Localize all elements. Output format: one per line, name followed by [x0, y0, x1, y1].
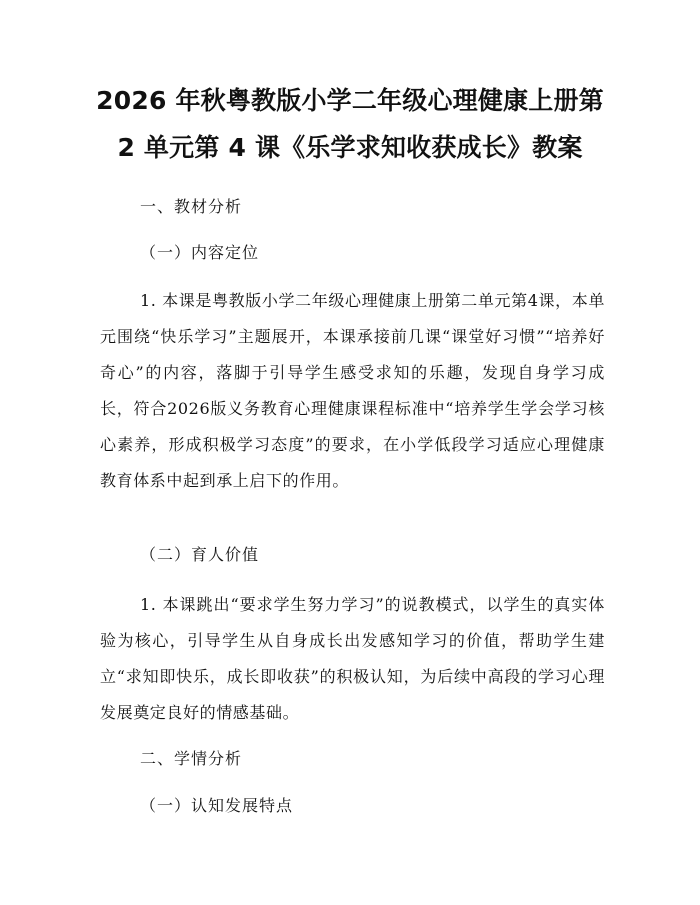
paragraph-educational-value: 1. 本课跳出“要求学生努力学习”的说教模式，以学生的真实体验为核心，引导学生从自身成长出发感知学习的价值，帮助学生建立“求知即快乐，成长即收获”的积极认知，为后续中高段的学习心理发展奠定良好的情感基础。 [100, 595, 605, 722]
document-title-line-2: 2 单元第 4 课《乐学求知收获成长》教案 [117, 133, 583, 162]
section-heading-textbook-analysis: 一、教材分析 [140, 197, 243, 216]
subheading-content-positioning: （一）内容定位 [140, 243, 260, 262]
document-title-line-1: 2026 年秋粤教版小学二年级心理健康上册第 [96, 86, 604, 115]
subheading-educational-value: （二）育人价值 [140, 545, 260, 564]
subheading-cognitive-development: （一）认知发展特点 [140, 796, 294, 815]
section-heading-student-analysis: 二、学情分析 [140, 749, 243, 768]
paragraph-content-positioning: 1. 本课是粤教版小学二年级心理健康上册第二单元第4课，本单元围绕“快乐学习”主题展开，本课承接前几课“课堂好习惯”“培养好奇心”的内容，落脚于引导学生感受求知的乐趣，发现自身学习成长，符合2026版义务教育心理健康课程标准中“培养学生学会学习核心素养，形成积极学习态度”的要求，在小学低段学习适应心理健康教育体系中起到承上启下的作用。 [100, 291, 605, 490]
